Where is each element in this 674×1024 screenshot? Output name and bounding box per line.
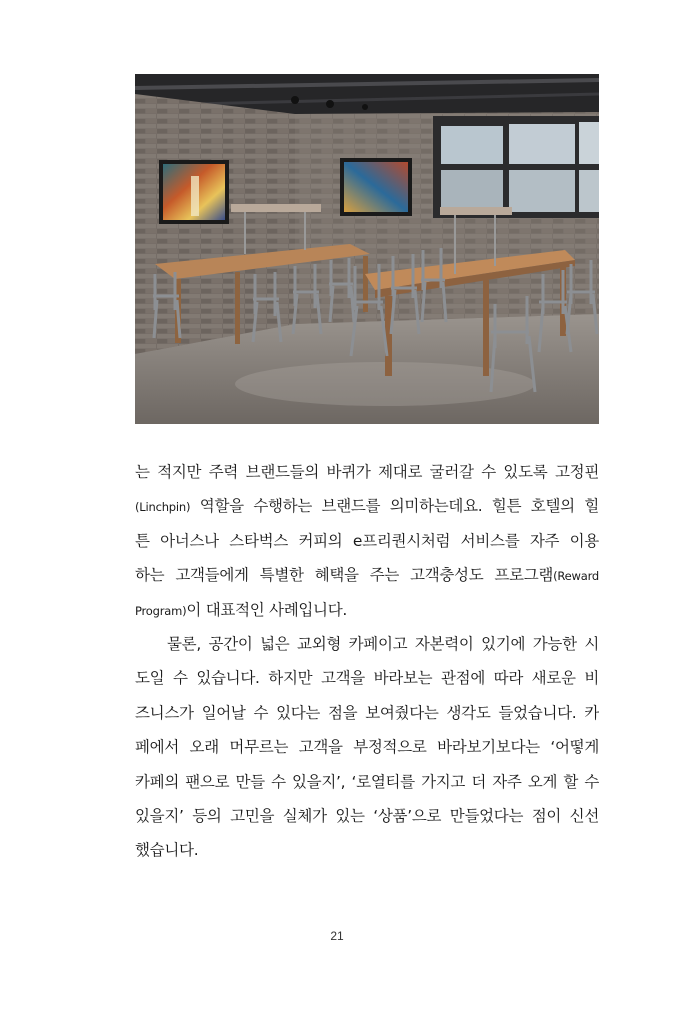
text-segment: 튼 아너스나 스타벅스 커피의 e프리퀀시처럼 서비스를 자주 이용	[135, 531, 599, 550]
text-segment: (Linchpin)	[135, 500, 191, 515]
text-segment: (Reward	[553, 569, 599, 584]
text-segment: Program)	[135, 603, 187, 618]
paragraph	[135, 455, 599, 627]
text-segment: 즈니스가 일어날 수 있다는 점을 보여줬다는 생각도 들었습니다. 카	[135, 703, 599, 722]
text-line	[135, 558, 599, 592]
text-line	[135, 593, 599, 627]
text-line	[135, 489, 599, 523]
text-line	[135, 524, 599, 558]
page-number: 21	[330, 929, 344, 943]
text-line	[135, 455, 599, 489]
text-line	[135, 765, 599, 799]
text-line	[135, 730, 599, 764]
text-segment: 이 대표적인 사례입니다.	[186, 600, 348, 619]
text-segment: 했습니다.	[135, 841, 199, 860]
text-segment: 카페의 팬으로 만들 수 있을지’, ‘로열티를 가지고 더 자주 오게 할 수	[135, 772, 599, 791]
text-segment: 물론, 공간이 넓은 교외형 카페이고 자본력이 있기에 가능한 시	[167, 634, 599, 653]
paragraph	[135, 627, 599, 868]
body-text	[135, 455, 599, 868]
text-segment: 페에서 오래 머무르는 고객을 부정적으로 바라보기보다는 ‘어떻게	[135, 738, 599, 757]
text-segment: 있을지’ 등의 고민을 실체가 있는 ‘상품’으로 만들었다는 점이 신선	[135, 806, 599, 825]
text-segment: 역할을 수행하는 브랜드를 의미하는데요. 힐튼 호텔의 힐	[190, 497, 599, 516]
text-segment: 하는 고객들에게 특별한 혜택을 주는 고객충성도 프로그램	[135, 566, 554, 585]
text-line	[135, 661, 599, 695]
text-segment: 는 적지만 주력 브랜드들의 바퀴가 제대로 굴러갈 수 있도록 고정핀	[135, 463, 599, 481]
text-line	[135, 627, 599, 661]
text-line	[135, 833, 599, 867]
text-line	[135, 696, 599, 730]
text-line	[135, 799, 599, 833]
cafe-interior-photo	[135, 74, 599, 424]
text-segment: 도일 수 있습니다. 하지만 고객을 바라보는 관점에 따라 새로운 비	[135, 669, 599, 688]
